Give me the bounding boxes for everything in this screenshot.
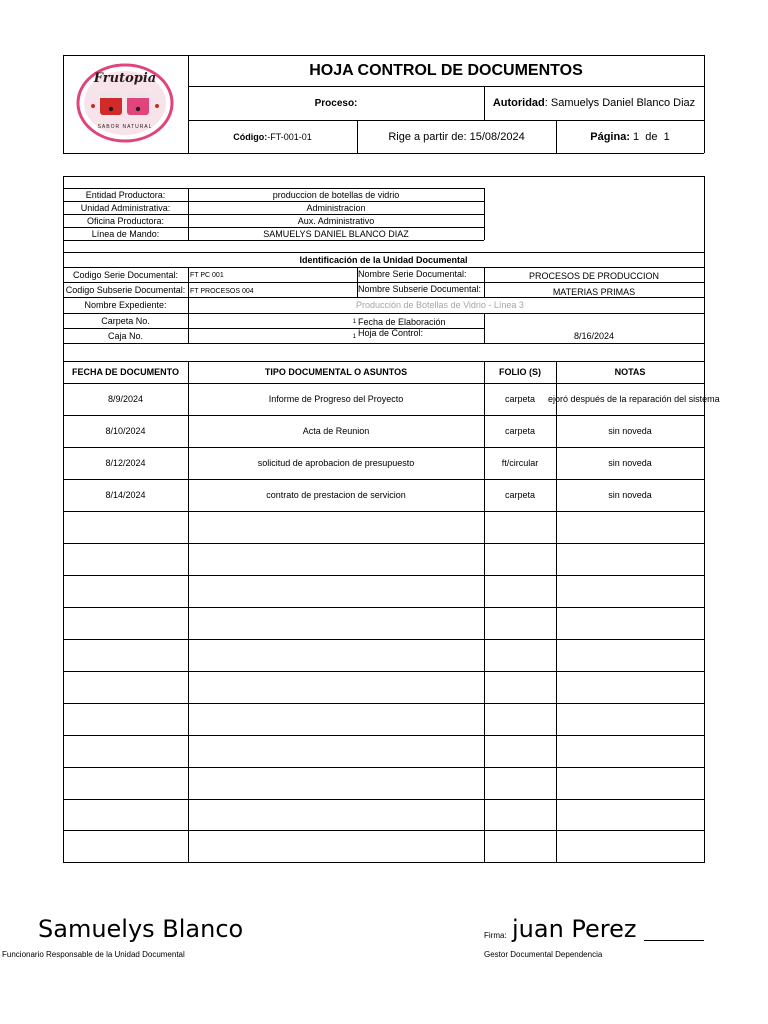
ident-title: Identificación de la Unidad Documental bbox=[299, 254, 468, 265]
rige-text: Rige a partir de: 15/08/2024 bbox=[388, 130, 525, 143]
caja-label: Caja No. bbox=[107, 330, 143, 341]
serie-name-label: Nombre Serie Documental: bbox=[358, 269, 467, 279]
frutopia-logo bbox=[75, 62, 175, 144]
col-header-tipo: TIPO DOCUMENTAL O ASUNTOS bbox=[264, 367, 408, 377]
hoja-control-label: Hoja de Control: bbox=[358, 328, 424, 338]
firma-label: Firma: bbox=[484, 931, 507, 940]
carpeta-value: 1 bbox=[352, 319, 356, 325]
right-signature-caption: Gestor Documental Dependencia bbox=[484, 950, 603, 959]
row-fecha: 8/12/2024 bbox=[105, 458, 146, 468]
serie-code-value: FT PC 001 bbox=[190, 272, 224, 279]
entidad-label: Entidad Productora: bbox=[85, 189, 166, 200]
expediente-value: Producción de Botellas de Vidrio - Línea 3 bbox=[356, 300, 524, 310]
autoridad-value: : Samuelys Daniel Blanco Diaz bbox=[544, 97, 696, 109]
document-title: HOJA CONTROL DE DOCUMENTOS bbox=[309, 61, 583, 79]
row-tipo: solicitud de aprobacion de presupuesto bbox=[257, 458, 415, 468]
row-notas: sin noveda bbox=[608, 490, 652, 500]
left-signature: Samuelys Blanco bbox=[38, 915, 244, 943]
linea-value: SAMUELYS DANIEL BLANCO DIAZ bbox=[263, 228, 409, 239]
oficina-label: Oficina Productora: bbox=[86, 215, 165, 226]
subserie-name-label: Nombre Subserie Documental: bbox=[358, 284, 482, 294]
pagina-cell bbox=[556, 120, 704, 153]
linea-label: Línea de Mando: bbox=[91, 228, 160, 239]
subserie-code-value: FT PROCESOS 004 bbox=[190, 288, 254, 295]
row-folio: carpeta bbox=[504, 426, 536, 436]
serie-code-label: Codigo Serie Documental: bbox=[72, 269, 179, 280]
autoridad-cell bbox=[484, 86, 704, 120]
row-fecha: 8/9/2024 bbox=[107, 394, 144, 404]
col-header-fecha: FECHA DE DOCUMENTO bbox=[71, 367, 179, 377]
right-signature: juan Perez bbox=[512, 915, 637, 943]
entidad-value: produccion de botellas de vidrio bbox=[272, 189, 400, 200]
unidad-label: Unidad Administrativa: bbox=[80, 202, 171, 213]
col-header-folio: FOLIO (S) bbox=[499, 367, 541, 377]
logo-tagline-text: SABOR NATURAL bbox=[97, 124, 153, 130]
hoja-control-date: 8/16/2024 bbox=[573, 330, 615, 341]
subserie-name-value: MATERIAS PRIMAS bbox=[552, 286, 636, 297]
unidad-value: Administracion bbox=[306, 202, 366, 213]
codigo-value: -FT-001-01 bbox=[267, 131, 312, 142]
row-notas: ejoró después de la reparación del sistema bbox=[548, 394, 720, 404]
pagina-label: Página: bbox=[590, 130, 630, 143]
row-tipo: Informe de Progreso del Proyecto bbox=[268, 394, 404, 404]
codigo-label: Código: bbox=[233, 131, 268, 142]
row-folio: ft/circular bbox=[501, 458, 539, 468]
row-folio: carpeta bbox=[504, 490, 536, 500]
carpeta-label: Carpeta No. bbox=[101, 315, 150, 326]
row-fecha: 8/10/2024 bbox=[105, 426, 146, 436]
pagina-value: 1 de 1 bbox=[633, 130, 670, 143]
row-folio: carpeta bbox=[504, 394, 536, 404]
row-tipo: contrato de prestacion de servicion bbox=[266, 490, 406, 500]
caja-value: 1 bbox=[352, 334, 356, 340]
row-tipo: Acta de Reunion bbox=[302, 426, 370, 436]
row-notas: sin noveda bbox=[608, 426, 652, 436]
autoridad-label: Autoridad bbox=[492, 97, 545, 109]
codigo-cell bbox=[188, 120, 357, 153]
serie-name-value: PROCESOS DE PRODUCCION bbox=[528, 270, 660, 281]
col-header-notas: NOTAS bbox=[614, 367, 646, 377]
expediente-label: Nombre Expediente: bbox=[84, 300, 167, 310]
logo-brand-text: Frutopia bbox=[93, 71, 157, 86]
row-notas: sin noveda bbox=[608, 458, 652, 468]
left-signature-caption: Funcionario Responsable de la Unidad Documental bbox=[2, 950, 185, 959]
fecha-elaboracion-label: Fecha de Elaboración bbox=[358, 317, 446, 327]
oficina-value: Aux. Administrativo bbox=[297, 215, 375, 226]
proceso-label: Proceso: bbox=[314, 97, 358, 109]
subserie-code-label: Codigo Subserie Documental: bbox=[65, 284, 186, 295]
row-fecha: 8/14/2024 bbox=[105, 490, 146, 500]
